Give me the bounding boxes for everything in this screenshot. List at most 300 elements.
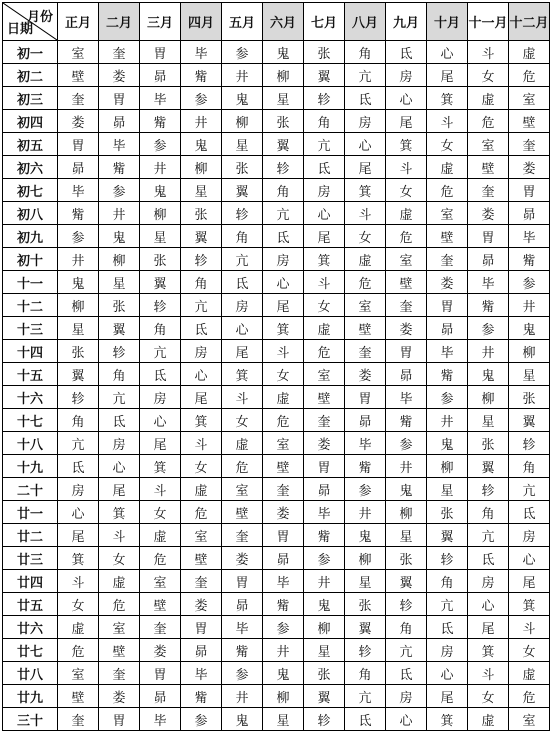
mansion-cell: 女 (58, 593, 99, 616)
mansion-cell: 箕 (509, 593, 550, 616)
mansion-cell: 柳 (427, 455, 468, 478)
mansion-cell: 娄 (222, 547, 263, 570)
day-label: 廿四 (3, 570, 58, 593)
mansion-cell: 心 (427, 662, 468, 685)
mansion-cell: 虚 (468, 708, 509, 731)
mansion-cell: 张 (468, 432, 509, 455)
mansion-cell: 翼 (99, 317, 140, 340)
mansion-cell: 箕 (99, 501, 140, 524)
day-label: 初十 (3, 248, 58, 271)
mansion-cell: 翼 (181, 225, 222, 248)
mansion-cell: 角 (509, 455, 550, 478)
mansion-cell: 轸 (468, 478, 509, 501)
mansion-cell: 柳 (222, 110, 263, 133)
mansion-cell: 鬼 (304, 593, 345, 616)
mansion-cell: 柳 (181, 156, 222, 179)
mansion-cell: 氐 (181, 317, 222, 340)
mansion-cell: 毕 (509, 225, 550, 248)
mansion-cell: 柳 (345, 547, 386, 570)
mansion-cell: 翼 (345, 616, 386, 639)
mansion-cell: 氐 (386, 41, 427, 64)
mansion-cell: 井 (181, 110, 222, 133)
mansion-cell: 井 (263, 639, 304, 662)
mansion-cell: 角 (468, 501, 509, 524)
mansion-cell: 角 (222, 225, 263, 248)
mansion-cell: 参 (99, 179, 140, 202)
mansion-cell: 参 (140, 133, 181, 156)
mansion-cell: 娄 (386, 317, 427, 340)
mansion-cell: 觜 (181, 685, 222, 708)
mansion-cell: 房 (509, 524, 550, 547)
mansion-cell: 胃 (99, 708, 140, 731)
mansion-cell: 井 (427, 409, 468, 432)
mansion-cell: 角 (345, 41, 386, 64)
mansion-cell: 斗 (181, 432, 222, 455)
table-row (3, 248, 550, 271)
mansion-cell: 昴 (509, 202, 550, 225)
month-header: 九月 (386, 3, 427, 41)
mansion-cell: 张 (140, 248, 181, 271)
mansion-cell: 斗 (140, 478, 181, 501)
corner-date-label: 日期 (7, 22, 34, 37)
table-body (3, 41, 550, 731)
mansion-cell: 翼 (304, 685, 345, 708)
mansion-cell: 昴 (222, 593, 263, 616)
mansion-cell: 箕 (468, 639, 509, 662)
mansion-cell: 室 (222, 478, 263, 501)
mansion-cell: 参 (304, 547, 345, 570)
month-header: 十一月 (468, 3, 509, 41)
mansion-cell: 角 (58, 409, 99, 432)
month-header: 正月 (58, 3, 99, 41)
mansion-cell: 角 (263, 179, 304, 202)
table-row (3, 133, 550, 156)
mansion-cell: 毕 (345, 432, 386, 455)
month-header: 七月 (304, 3, 345, 41)
mansion-cell: 女 (304, 294, 345, 317)
mansion-cell: 奎 (304, 409, 345, 432)
mansion-cell: 星 (345, 570, 386, 593)
mansion-cell: 壁 (58, 685, 99, 708)
day-label: 十二 (3, 294, 58, 317)
mansion-cell: 房 (468, 570, 509, 593)
month-header: 三月 (140, 3, 181, 41)
table-row (3, 87, 550, 110)
mansion-cell: 翼 (468, 455, 509, 478)
mansion-cell: 氐 (58, 455, 99, 478)
mansion-cell: 箕 (58, 547, 99, 570)
mansion-cell: 参 (222, 662, 263, 685)
mansion-cell: 星 (222, 133, 263, 156)
table-row (3, 156, 550, 179)
table-row (3, 294, 550, 317)
mansion-cell: 虚 (140, 524, 181, 547)
mansion-cell: 昴 (427, 317, 468, 340)
mansion-cell: 虚 (427, 156, 468, 179)
mansion-cell: 尾 (58, 524, 99, 547)
mansion-cell: 柳 (263, 64, 304, 87)
mansion-cell: 胃 (58, 133, 99, 156)
mansion-cell: 尾 (140, 432, 181, 455)
mansion-cell: 鬼 (427, 432, 468, 455)
corner-cell (3, 3, 58, 41)
mansion-cell: 觜 (181, 64, 222, 87)
mansion-cell: 房 (386, 685, 427, 708)
mansion-cell: 心 (345, 133, 386, 156)
mansion-cell: 奎 (509, 133, 550, 156)
mansion-cell: 心 (468, 593, 509, 616)
mansion-cell: 轸 (304, 708, 345, 731)
table-row (3, 179, 550, 202)
day-label: 十六 (3, 386, 58, 409)
mansion-cell: 奎 (222, 524, 263, 547)
mansion-cell: 奎 (345, 340, 386, 363)
mansion-cell: 房 (58, 478, 99, 501)
mansion-cell: 娄 (99, 685, 140, 708)
mansion-cell: 箕 (181, 409, 222, 432)
mansion-cell: 氐 (468, 547, 509, 570)
mansion-cell: 张 (222, 156, 263, 179)
mansion-cell: 柳 (140, 202, 181, 225)
mansion-cell: 虚 (58, 616, 99, 639)
mansion-cell: 虚 (345, 248, 386, 271)
mansion-cell: 奎 (263, 478, 304, 501)
mansion-cell: 箕 (386, 133, 427, 156)
mansion-cell: 壁 (304, 386, 345, 409)
mansion-cell: 毕 (304, 501, 345, 524)
mansion-cell: 女 (345, 225, 386, 248)
mansion-cell: 壁 (99, 639, 140, 662)
mansion-cell: 虚 (263, 386, 304, 409)
mansion-cell: 张 (58, 340, 99, 363)
mansion-cell: 胃 (263, 524, 304, 547)
day-label: 廿五 (3, 593, 58, 616)
mansion-cell: 斗 (304, 271, 345, 294)
mansion-cell: 壁 (263, 455, 304, 478)
mansion-cell: 女 (468, 685, 509, 708)
mansion-cell: 危 (468, 110, 509, 133)
mansion-cell: 亢 (140, 340, 181, 363)
table-row (3, 639, 550, 662)
mansion-cell: 斗 (58, 570, 99, 593)
mansion-cell: 女 (263, 363, 304, 386)
month-header: 八月 (345, 3, 386, 41)
mansion-cell: 轸 (386, 593, 427, 616)
mansion-cell: 张 (263, 110, 304, 133)
mansion-cell: 娄 (58, 110, 99, 133)
table-row (3, 317, 550, 340)
table-row (3, 524, 550, 547)
mansion-cell: 箕 (140, 455, 181, 478)
mansion-cell: 亢 (222, 248, 263, 271)
mansion-cell: 危 (58, 639, 99, 662)
mansion-cell: 翼 (386, 570, 427, 593)
mansion-cell: 室 (263, 432, 304, 455)
mansion-cell: 亢 (304, 133, 345, 156)
mansion-cell: 胃 (345, 386, 386, 409)
mansion-cell: 危 (427, 179, 468, 202)
mansion-cell: 参 (181, 87, 222, 110)
mansion-cell: 斗 (263, 340, 304, 363)
table-row (3, 547, 550, 570)
day-label: 十七 (3, 409, 58, 432)
table-row (3, 593, 550, 616)
mansion-cell: 氐 (509, 501, 550, 524)
mansion-cell: 虚 (222, 432, 263, 455)
mansion-cell: 星 (468, 409, 509, 432)
mansion-cell: 室 (509, 708, 550, 731)
mansion-cell: 昴 (386, 363, 427, 386)
day-label: 廿九 (3, 685, 58, 708)
mansion-cell: 斗 (509, 616, 550, 639)
mansion-cell: 觜 (345, 455, 386, 478)
day-label: 十三 (3, 317, 58, 340)
mansion-cell: 壁 (386, 271, 427, 294)
mansion-cell: 毕 (140, 87, 181, 110)
mansion-cell: 轸 (58, 386, 99, 409)
mansion-cell: 斗 (99, 524, 140, 547)
mansion-cell: 氐 (386, 662, 427, 685)
mansion-cell: 角 (386, 616, 427, 639)
month-header: 十月 (427, 3, 468, 41)
mansion-cell: 斗 (468, 662, 509, 685)
lunar-mansion-table (2, 2, 550, 731)
mansion-cell: 尾 (304, 225, 345, 248)
mansion-cell: 星 (509, 363, 550, 386)
mansion-cell: 柳 (509, 340, 550, 363)
mansion-cell: 斗 (345, 202, 386, 225)
mansion-cell: 张 (304, 41, 345, 64)
mansion-cell: 角 (427, 570, 468, 593)
mansion-cell: 亢 (468, 524, 509, 547)
mansion-cell: 毕 (427, 340, 468, 363)
day-label: 初四 (3, 110, 58, 133)
mansion-cell: 奎 (58, 708, 99, 731)
mansion-cell: 井 (345, 501, 386, 524)
mansion-cell: 氐 (345, 87, 386, 110)
mansion-cell: 心 (58, 501, 99, 524)
day-label: 十四 (3, 340, 58, 363)
mansion-cell: 奎 (386, 294, 427, 317)
mansion-cell: 房 (222, 294, 263, 317)
day-label: 初八 (3, 202, 58, 225)
mansion-cell: 亢 (427, 593, 468, 616)
mansion-cell: 张 (304, 662, 345, 685)
mansion-cell: 星 (263, 87, 304, 110)
mansion-cell: 觜 (263, 593, 304, 616)
mansion-cell: 心 (222, 317, 263, 340)
mansion-cell: 室 (468, 133, 509, 156)
mansion-cell: 鬼 (222, 708, 263, 731)
mansion-cell: 鬼 (58, 271, 99, 294)
day-label: 初二 (3, 64, 58, 87)
mansion-cell: 张 (509, 386, 550, 409)
day-label: 初一 (3, 41, 58, 64)
day-label: 廿八 (3, 662, 58, 685)
mansion-cell: 昴 (99, 110, 140, 133)
mansion-cell: 斗 (386, 156, 427, 179)
table-row (3, 616, 550, 639)
mansion-cell: 娄 (468, 202, 509, 225)
mansion-cell: 轸 (181, 248, 222, 271)
mansion-cell: 井 (222, 64, 263, 87)
table-row (3, 340, 550, 363)
mansion-cell: 井 (509, 294, 550, 317)
mansion-cell: 亢 (345, 685, 386, 708)
mansion-cell: 箕 (304, 248, 345, 271)
mansion-cell: 尾 (263, 294, 304, 317)
mansion-cell: 室 (58, 662, 99, 685)
mansion-cell: 翼 (427, 524, 468, 547)
mansion-cell: 星 (304, 639, 345, 662)
mansion-cell: 角 (345, 662, 386, 685)
mansion-cell: 房 (304, 179, 345, 202)
mansion-cell: 心 (181, 363, 222, 386)
mansion-cell: 氐 (345, 708, 386, 731)
mansion-cell: 翼 (58, 363, 99, 386)
mansion-cell: 奎 (140, 616, 181, 639)
day-label: 初六 (3, 156, 58, 179)
mansion-cell: 觜 (304, 524, 345, 547)
mansion-cell: 毕 (181, 662, 222, 685)
mansion-cell: 箕 (222, 363, 263, 386)
mansion-cell: 娄 (345, 363, 386, 386)
mansion-cell: 壁 (468, 156, 509, 179)
month-header: 十二月 (509, 3, 550, 41)
mansion-cell: 尾 (427, 64, 468, 87)
table-row (3, 409, 550, 432)
mansion-cell: 参 (181, 708, 222, 731)
mansion-cell: 心 (304, 202, 345, 225)
mansion-cell: 危 (386, 225, 427, 248)
mansion-cell: 房 (263, 248, 304, 271)
mansion-cell: 张 (99, 294, 140, 317)
mansion-cell: 轸 (427, 547, 468, 570)
mansion-cell: 井 (386, 455, 427, 478)
calendar-table-wrapper (2, 2, 550, 731)
mansion-cell: 井 (468, 340, 509, 363)
mansion-cell: 虚 (99, 570, 140, 593)
mansion-cell: 毕 (468, 271, 509, 294)
table-row (3, 455, 550, 478)
mansion-cell: 室 (99, 616, 140, 639)
mansion-cell: 氐 (263, 225, 304, 248)
mansion-cell: 毕 (181, 41, 222, 64)
table-row (3, 225, 550, 248)
mansion-cell: 张 (427, 501, 468, 524)
mansion-cell: 尾 (99, 478, 140, 501)
header-row (3, 3, 550, 41)
mansion-cell: 翼 (509, 409, 550, 432)
mansion-cell: 柳 (263, 685, 304, 708)
mansion-cell: 鬼 (386, 478, 427, 501)
mansion-cell: 张 (386, 547, 427, 570)
mansion-cell: 觜 (140, 110, 181, 133)
mansion-cell: 鬼 (99, 225, 140, 248)
mansion-cell: 觜 (386, 409, 427, 432)
mansion-cell: 房 (345, 110, 386, 133)
day-label: 初三 (3, 87, 58, 110)
mansion-cell: 心 (99, 455, 140, 478)
mansion-cell: 鬼 (345, 524, 386, 547)
mansion-cell: 箕 (345, 179, 386, 202)
mansion-cell: 鬼 (140, 179, 181, 202)
mansion-cell: 虚 (509, 662, 550, 685)
mansion-cell: 星 (427, 478, 468, 501)
mansion-cell: 斗 (468, 41, 509, 64)
mansion-cell: 箕 (427, 87, 468, 110)
mansion-cell: 参 (509, 271, 550, 294)
mansion-cell: 心 (427, 41, 468, 64)
mansion-cell: 翼 (304, 64, 345, 87)
mansion-cell: 毕 (58, 179, 99, 202)
mansion-cell: 觜 (222, 639, 263, 662)
month-header: 二月 (99, 3, 140, 41)
mansion-cell: 角 (181, 271, 222, 294)
mansion-cell: 亢 (386, 639, 427, 662)
mansion-cell: 尾 (427, 685, 468, 708)
mansion-cell: 昴 (345, 409, 386, 432)
mansion-cell: 毕 (263, 570, 304, 593)
table-row (3, 271, 550, 294)
mansion-cell: 壁 (140, 593, 181, 616)
mansion-cell: 心 (140, 409, 181, 432)
mansion-cell: 昴 (263, 547, 304, 570)
mansion-cell: 毕 (222, 616, 263, 639)
mansion-cell: 鬼 (263, 41, 304, 64)
mansion-cell: 虚 (386, 202, 427, 225)
mansion-cell: 胃 (140, 662, 181, 685)
mansion-cell: 虚 (304, 317, 345, 340)
mansion-cell: 室 (58, 41, 99, 64)
mansion-cell: 亢 (181, 294, 222, 317)
mansion-cell: 胃 (222, 570, 263, 593)
mansion-cell: 轸 (304, 87, 345, 110)
mansion-cell: 箕 (427, 708, 468, 731)
mansion-cell: 昴 (140, 685, 181, 708)
day-label: 廿一 (3, 501, 58, 524)
mansion-cell: 轸 (222, 202, 263, 225)
mansion-cell: 参 (386, 432, 427, 455)
month-header: 六月 (263, 3, 304, 41)
mansion-cell: 心 (263, 271, 304, 294)
table-row (3, 386, 550, 409)
mansion-cell: 翼 (140, 271, 181, 294)
mansion-cell: 轸 (509, 432, 550, 455)
table-row (3, 662, 550, 685)
mansion-cell: 娄 (427, 271, 468, 294)
mansion-cell: 参 (222, 41, 263, 64)
mansion-cell: 毕 (99, 133, 140, 156)
mansion-cell: 壁 (427, 225, 468, 248)
mansion-cell: 参 (468, 317, 509, 340)
day-label: 十一 (3, 271, 58, 294)
day-label: 廿六 (3, 616, 58, 639)
mansion-cell: 井 (304, 570, 345, 593)
mansion-cell: 亢 (263, 202, 304, 225)
mansion-cell: 心 (509, 547, 550, 570)
mansion-cell: 尾 (222, 340, 263, 363)
mansion-cell: 女 (99, 547, 140, 570)
mansion-cell: 危 (509, 64, 550, 87)
corner-month-label: 月份 (26, 10, 53, 25)
table-row (3, 363, 550, 386)
mansion-cell: 壁 (509, 110, 550, 133)
mansion-cell: 柳 (304, 616, 345, 639)
mansion-cell: 角 (304, 110, 345, 133)
table-row (3, 432, 550, 455)
mansion-cell: 尾 (345, 156, 386, 179)
